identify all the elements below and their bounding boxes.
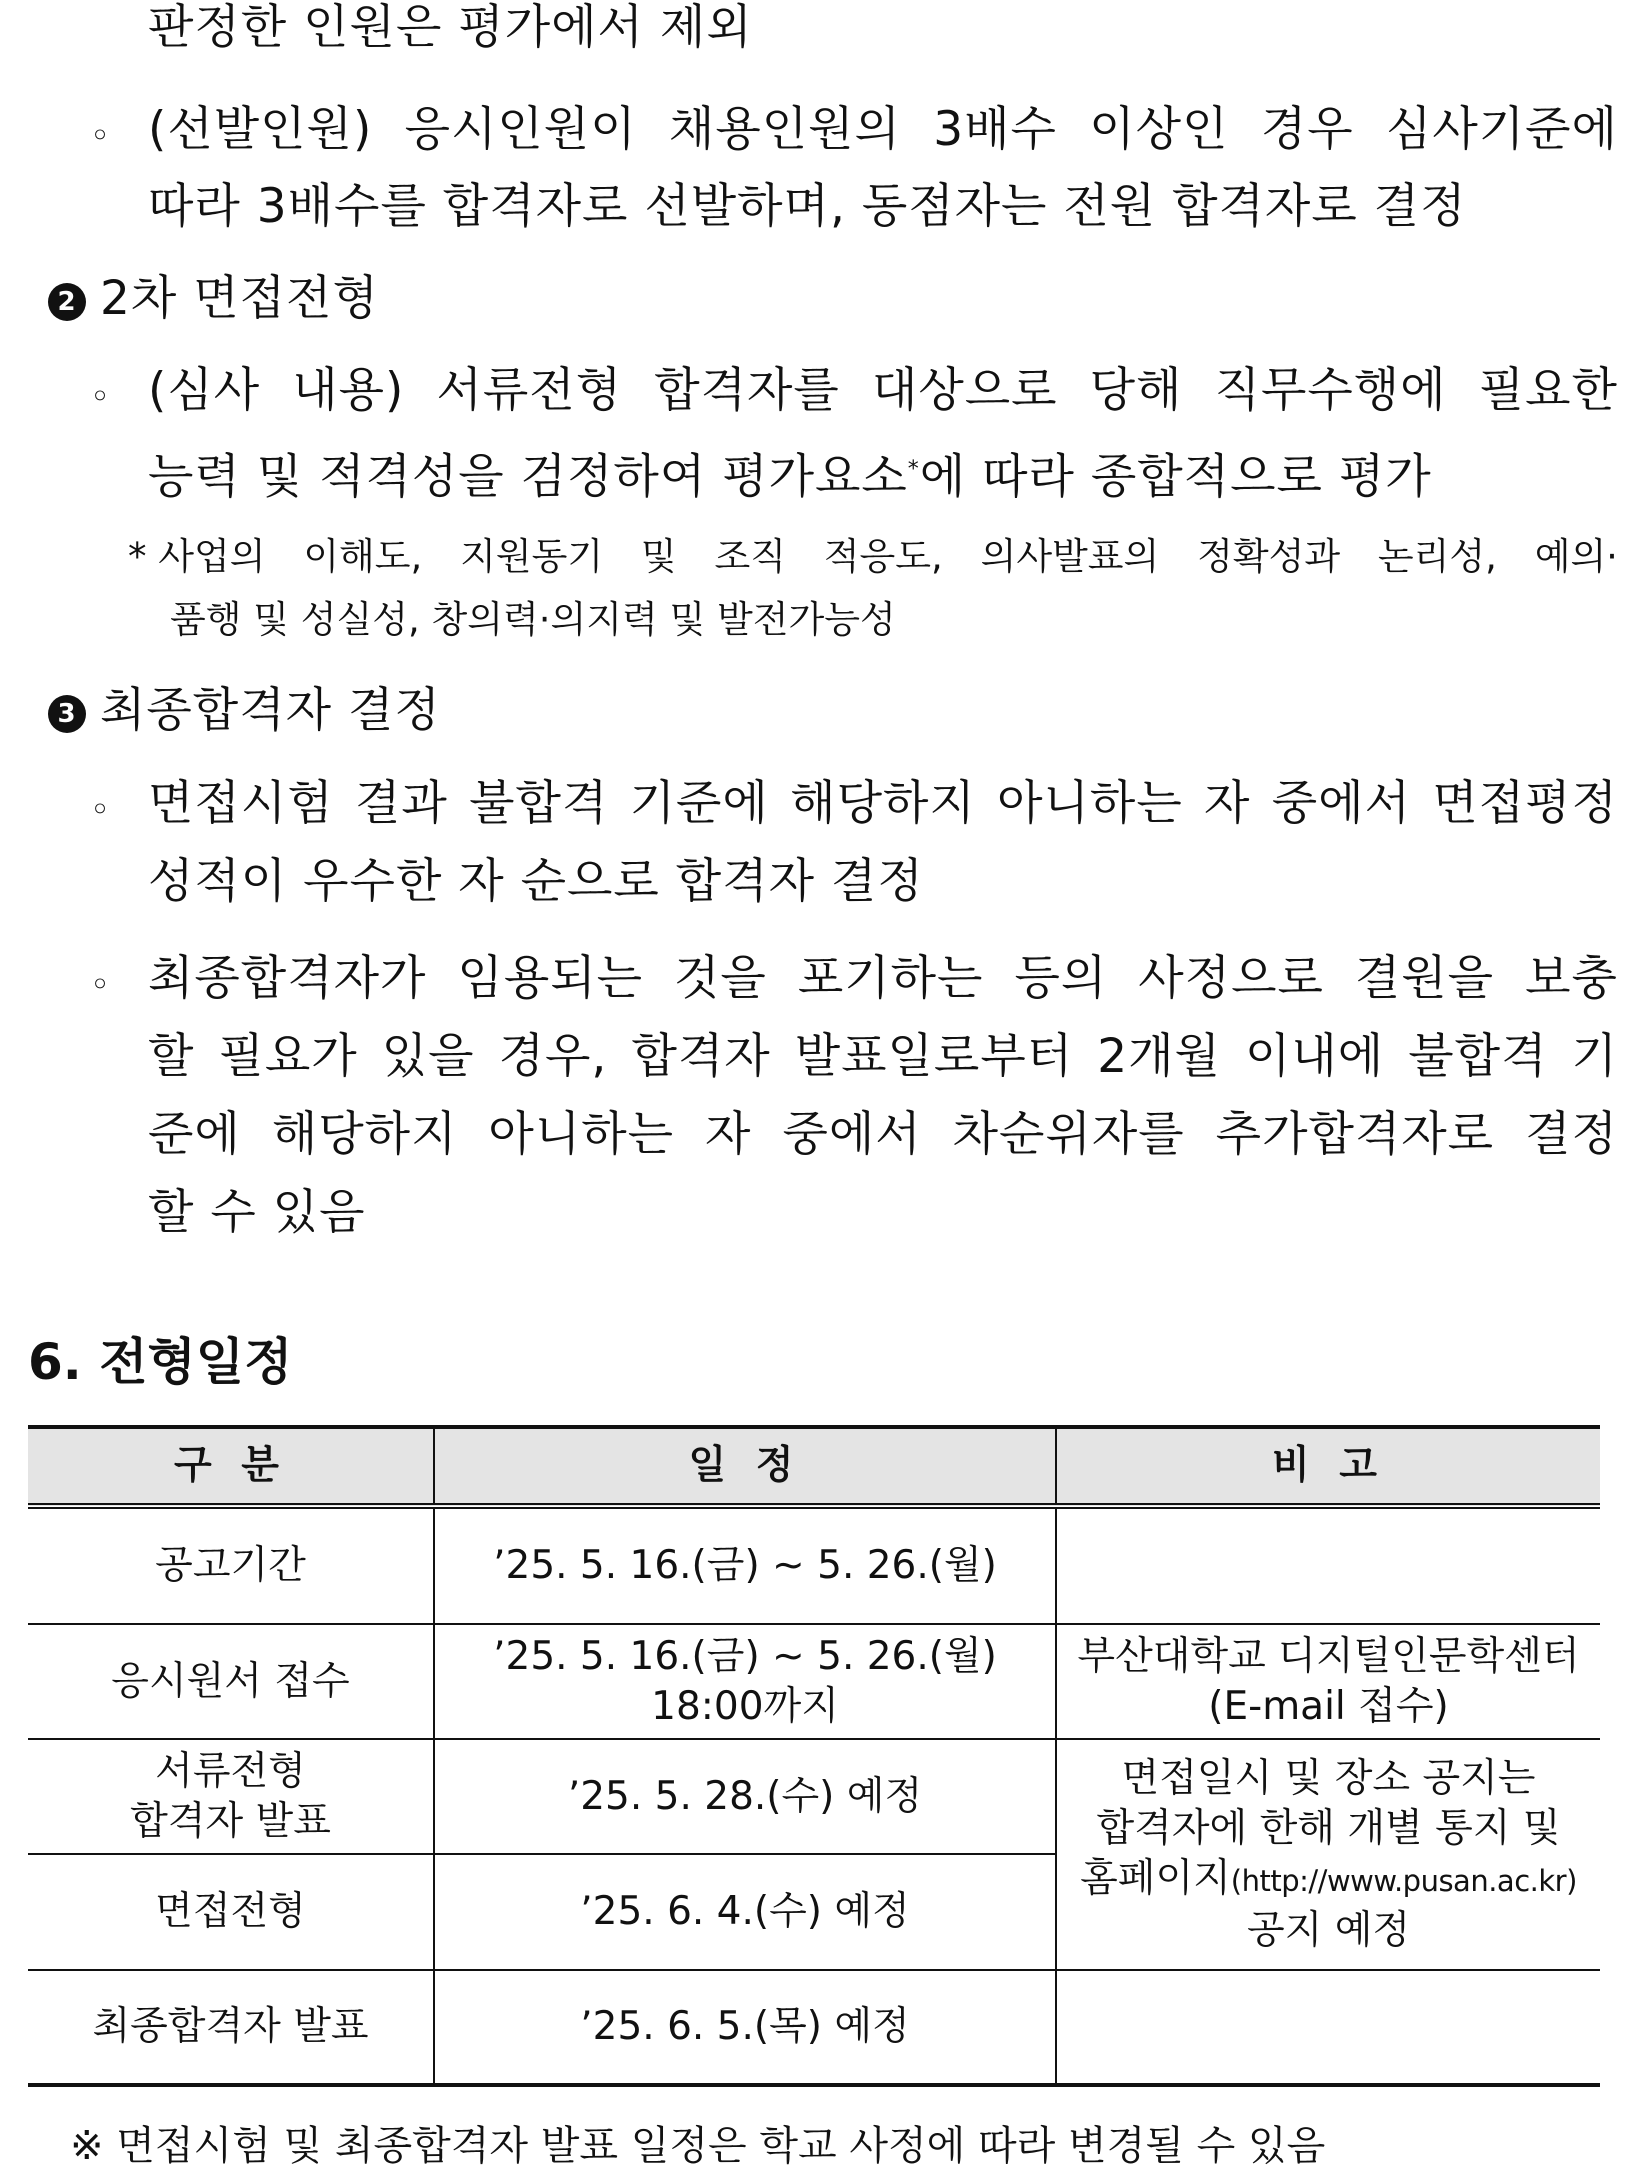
selection-bullet-line2: 따라 3배수를 합격자로 선발하며, 동점자는 전원 합격자로 결정 bbox=[148, 179, 1467, 234]
final-bullet2-line4: 할 수 있음 bbox=[148, 1185, 366, 1240]
word: 합격자를 bbox=[654, 363, 840, 418]
final-bullet2-line1 bbox=[148, 949, 1618, 1009]
word: 3배수 bbox=[933, 102, 1057, 157]
evaluation-note-line1 bbox=[128, 532, 1618, 582]
word: 및 bbox=[640, 535, 677, 578]
word: 불합격 bbox=[469, 776, 609, 831]
word: 응시인원이 bbox=[404, 102, 637, 157]
word: 심사기준에 bbox=[1385, 102, 1618, 157]
remark-line: 부산대학교 디지털인문학센터 bbox=[1077, 1633, 1580, 1679]
word: 적응도, bbox=[823, 535, 943, 578]
word: 조직 bbox=[714, 535, 786, 578]
header-remarks: 비 고 bbox=[1056, 1427, 1600, 1506]
interview-line2-rest: 에 따라 종합적으로 평가 bbox=[919, 449, 1432, 505]
cell-category: 공고기간 bbox=[28, 1506, 434, 1624]
word: 논리성, bbox=[1377, 535, 1497, 578]
bullet-icon: ◦ bbox=[90, 790, 111, 830]
word: 이내에 bbox=[1244, 1029, 1385, 1084]
bullet-icon: ◦ bbox=[90, 116, 111, 156]
cell-category: 면접전형 bbox=[28, 1854, 434, 1970]
word: 보충 bbox=[1525, 951, 1618, 1006]
word: 아니하는 bbox=[997, 776, 1183, 831]
date-line: 18:00까지 bbox=[651, 1683, 839, 1729]
table-row bbox=[28, 1624, 1600, 1739]
word: 결과 bbox=[354, 776, 448, 831]
word: 이해도, bbox=[303, 535, 423, 578]
category-line: 서류전형 bbox=[155, 1748, 306, 1794]
cell-remark-application bbox=[1056, 1624, 1600, 1739]
cell-category: 응시원서 접수 bbox=[28, 1624, 434, 1739]
word: (선발인원) bbox=[148, 102, 373, 157]
date-line: ’25. 5. 16.(금) ~ 5. 26.(월) bbox=[493, 1633, 997, 1679]
word: 중에서 bbox=[782, 1107, 922, 1162]
word: 추가합격자로 bbox=[1215, 1107, 1495, 1162]
word: 이상인 bbox=[1089, 102, 1229, 157]
word: 지원동기 bbox=[460, 535, 604, 578]
header-category: 구 분 bbox=[28, 1427, 434, 1506]
word: 채용인원의 bbox=[668, 102, 901, 157]
word: 발표일로부터 bbox=[794, 1029, 1074, 1084]
word: 자 bbox=[1204, 776, 1251, 831]
word: 경우 bbox=[1260, 102, 1354, 157]
remark-line: (E-mail 접수) bbox=[1208, 1683, 1449, 1729]
word: 필요가 bbox=[218, 1029, 358, 1084]
circled-number-3-icon: 3 bbox=[48, 695, 86, 733]
word: 내용) bbox=[292, 363, 405, 418]
final-bullet2-line3 bbox=[148, 1105, 1618, 1165]
cell-remark-notice bbox=[1056, 1739, 1600, 1970]
category-line: 합격자 발표 bbox=[130, 1798, 331, 1844]
circled-number-2-icon: 2 bbox=[48, 283, 86, 321]
word: 포기하는 bbox=[797, 951, 984, 1006]
word: 불합격 bbox=[1408, 1029, 1548, 1084]
word: 합격자 bbox=[631, 1029, 771, 1084]
word: 차순위자를 bbox=[952, 1107, 1185, 1162]
cell-date: ’25. 5. 16.(금) ~ 5. 26.(월) bbox=[434, 1506, 1056, 1624]
remark-line: 합격자에 한해 개별 통지 및 bbox=[1096, 1805, 1561, 1851]
cell-date: ’25. 6. 4.(수) 예정 bbox=[434, 1854, 1056, 1970]
word: 면접시험 bbox=[148, 776, 334, 831]
word: 2개월 bbox=[1097, 1029, 1221, 1084]
step2-title: 2차 면접전형 bbox=[100, 271, 379, 326]
cell-category bbox=[28, 1739, 434, 1854]
final-bullet2-line2 bbox=[148, 1027, 1618, 1087]
word: 것을 bbox=[674, 951, 767, 1006]
schedule-footnote: ※ 면접시험 및 최종합격자 발표 일정은 학교 사정에 따라 변경될 수 있음 bbox=[70, 2123, 1326, 2169]
step2-heading bbox=[48, 269, 379, 329]
cell-category: 최종합격자 발표 bbox=[28, 1970, 434, 2085]
word: 결정 bbox=[1525, 1107, 1618, 1162]
cell-remark-empty bbox=[1056, 1970, 1600, 2085]
word: 정확성과 bbox=[1197, 535, 1341, 578]
remark-line bbox=[1061, 1854, 1596, 1906]
table-row bbox=[28, 1970, 1600, 2085]
cell-date bbox=[434, 1624, 1056, 1739]
word: 등의 bbox=[1014, 951, 1108, 1006]
remark-line: 면접일시 및 장소 공지는 bbox=[1121, 1755, 1536, 1801]
word: 면접평정 bbox=[1432, 776, 1618, 831]
word: 필요한 bbox=[1478, 363, 1618, 418]
word: 아니하는 bbox=[488, 1107, 675, 1162]
interview-bullet-line2 bbox=[148, 440, 1432, 508]
word: (심사 bbox=[148, 363, 261, 418]
word: 경우, bbox=[498, 1029, 608, 1084]
header-schedule: 일 정 bbox=[434, 1427, 1056, 1506]
cell-date: ’25. 5. 28.(수) 예정 bbox=[434, 1739, 1056, 1854]
bullet-icon: ◦ bbox=[90, 965, 111, 1005]
word: 기 bbox=[1571, 1029, 1618, 1084]
step3-title: 최종합격자 결정 bbox=[100, 683, 441, 738]
cell-remark-empty bbox=[1056, 1506, 1600, 1624]
word: 서류전형 bbox=[436, 363, 623, 418]
word: 사정으로 bbox=[1138, 951, 1324, 1006]
exclusion-line: 판정한 인원은 평가에서 제외 bbox=[148, 0, 753, 55]
word: 임용되는 bbox=[457, 951, 644, 1006]
table-row bbox=[28, 1506, 1600, 1624]
word: 직무수행에 bbox=[1214, 363, 1447, 418]
cell-date: ’25. 6. 5.(목) 예정 bbox=[434, 1970, 1056, 2085]
word: 최종합격자가 bbox=[148, 951, 427, 1006]
step3-heading bbox=[48, 681, 441, 741]
evaluation-note-line2: 품행 및 성실성, 창의력·의지력 및 발전가능성 bbox=[170, 598, 896, 641]
schedule-table bbox=[28, 1425, 1600, 2087]
word: 해당하지 bbox=[790, 776, 976, 831]
word: 있을 bbox=[381, 1029, 475, 1084]
word: 결원을 bbox=[1354, 951, 1495, 1006]
word: 대상으로 bbox=[871, 363, 1058, 418]
final-bullet1-line2: 성적이 우수한 자 순으로 합격자 결정 bbox=[148, 854, 924, 909]
word: 당해 bbox=[1089, 363, 1183, 418]
word: 의사발표의 bbox=[980, 535, 1160, 578]
final-bullet1-line1 bbox=[148, 774, 1618, 834]
table-header-row bbox=[28, 1427, 1600, 1506]
word: 할 bbox=[148, 1029, 195, 1084]
word: 준에 bbox=[148, 1107, 241, 1162]
word: 예의· bbox=[1534, 535, 1618, 578]
homepage-label: 홈페이지 bbox=[1080, 1855, 1231, 1901]
interview-bullet-line1 bbox=[148, 361, 1618, 421]
homepage-url: (http://www.pusan.ac.kr) bbox=[1230, 1863, 1577, 1898]
interview-line2-text: 능력 및 적격성을 검정하여 평가요소 bbox=[148, 449, 908, 505]
selection-bullet-line1 bbox=[148, 100, 1618, 160]
word: 자 bbox=[705, 1107, 752, 1162]
word: 해당하지 bbox=[271, 1107, 458, 1162]
remark-line: 공지 예정 bbox=[1246, 1907, 1411, 1953]
table-row bbox=[28, 1739, 1600, 1854]
word: 기준에 bbox=[629, 776, 769, 831]
schedule-section-title: 6. 전형일정 bbox=[28, 1333, 293, 1391]
bullet-icon: ◦ bbox=[90, 377, 111, 417]
asterisk-mark: * bbox=[907, 457, 920, 482]
word: 중에서 bbox=[1271, 776, 1411, 831]
word: * 사업의 bbox=[128, 535, 266, 578]
